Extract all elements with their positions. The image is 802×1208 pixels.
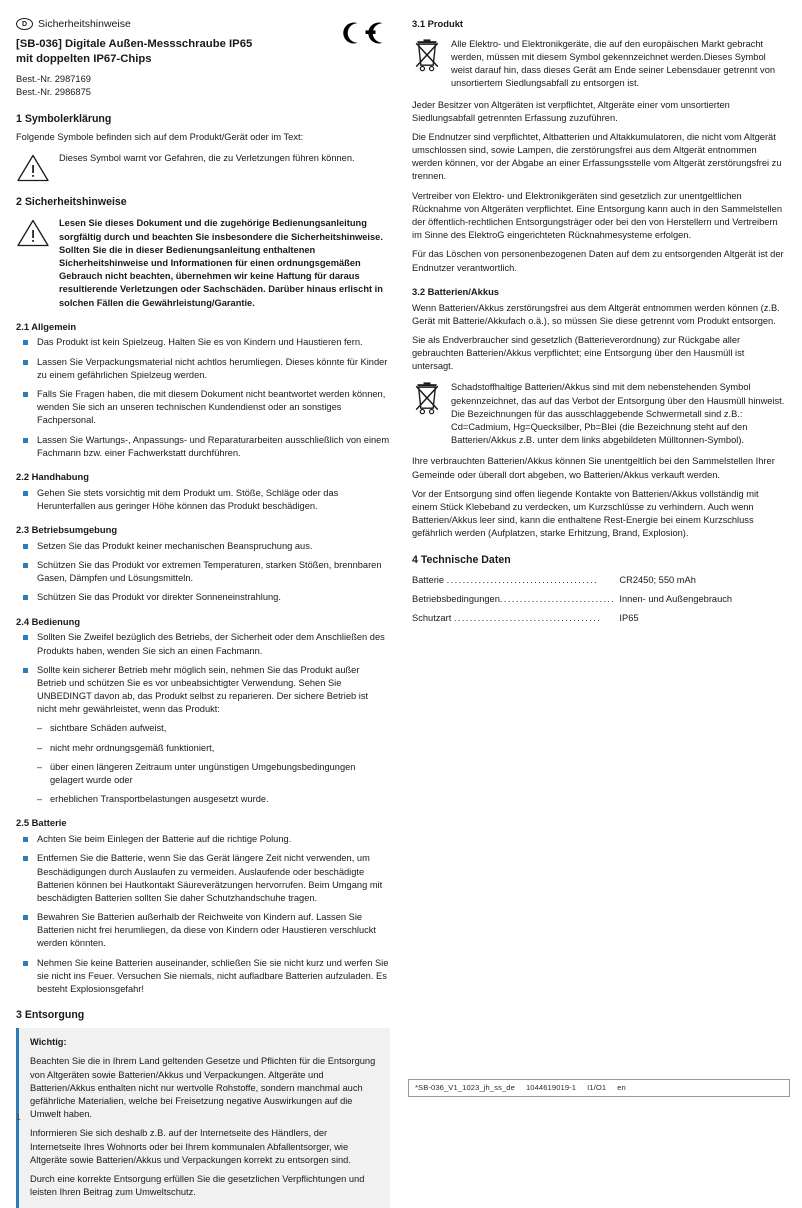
list-item: Setzen Sie das Produkt keiner mechanischen Beanspruchung aus. bbox=[16, 540, 390, 553]
weee-symbol-description: Alle Elektro- und Elektronikgeräte, die auf den europäischen Markt gebracht werden, müssen mit diesem Symbol gekennzeichnet werden.Dieses Symbol weist darauf hin, dass dieses Gerät am Ende seiner Lebensdauer getrennt von unsortiertem Siedlungsabfall zu entsorgen ist. bbox=[451, 38, 776, 89]
warning-symbol-block bbox=[16, 152, 390, 183]
document-code-box bbox=[408, 1079, 790, 1097]
list-handhabung bbox=[16, 487, 390, 513]
two-column-layout bbox=[16, 18, 786, 1208]
dot-leader: ..................................... bbox=[453, 612, 602, 623]
batterien-paragraph: Ihre verbrauchten Batterien/Akkus können Sie unentgeltlich bei den Sammelstellen Ihrer Gemeinde oder überall dort abgeben, wo Batterien/Akkus verkauft werden. bbox=[412, 456, 775, 480]
list-allgemein bbox=[16, 336, 390, 460]
heading-bedienung: 2.4 Bedienung bbox=[16, 615, 81, 627]
country-code-d-icon: D bbox=[16, 18, 33, 30]
tech-key-label: Batterie bbox=[412, 574, 445, 585]
code-number: 1044619019-1 bbox=[525, 1083, 577, 1092]
list-item-text: Sollte kein sicherer Betrieb mehr möglich sein, nehmen Sie das Produkt außer Betrieb und schützen Sie es vor unbeabsichtigter Verwendung. Sehen Sie UNBEDINGT davon ab, das Produkt selbst zu reparieren. Der sichere Betrieb ist nicht mehr gewährleistet, wenn das Produkt: bbox=[37, 664, 369, 715]
safety-warning-block bbox=[16, 217, 390, 309]
list-item: Nehmen Sie keine Batterien auseinander, schließen Sie sie nicht kurz und werfen Sie sie nicht ins Feuer. Versuchen Sie niemals, nicht aufladbare Batterien aufzuladen. Es besteht Explosionsgefahr! bbox=[16, 957, 390, 997]
heading-technische-daten: 4 Technische Daten bbox=[412, 553, 511, 566]
sublist-item: – erheblichen Transportbelastungen ausgesetzt wurde. bbox=[37, 793, 390, 806]
heading-sicherheitshinweise: 2 Sicherheitshinweise bbox=[16, 196, 127, 209]
right-column bbox=[412, 18, 786, 629]
sublist-item: – sichtbare Schäden aufweist, bbox=[37, 722, 390, 735]
tech-value: Innen- und Außengebrauch bbox=[619, 593, 733, 604]
warning-triangle-icon bbox=[16, 217, 50, 248]
list-item: Schützen Sie das Produkt vor direkter Sonneneinstrahlung. bbox=[16, 591, 390, 604]
crossed-out-wheelie-bin-icon bbox=[412, 38, 442, 73]
dot-leader: ...................................... bbox=[446, 574, 598, 585]
list-item: Sollten Sie Zweifel bezüglich des Betriebs, der Sicherheit oder dem Anschließen des Produkts haben, wenden Sie sich an einen Fachmann. bbox=[16, 631, 390, 657]
tech-key bbox=[412, 572, 615, 591]
note-title: Wichtig: bbox=[30, 1037, 67, 1048]
sublist-item: – nicht mehr ordnungsgemäß funktioniert, bbox=[37, 742, 390, 755]
list-item: Gehen Sie stets vorsichtig mit dem Produkt um. Stöße, Schläge oder das Herunterfallen aus geringer Höhe können das Produkt beschädigen. bbox=[16, 487, 390, 513]
list-item: Achten Sie beim Einlegen der Batterie auf die richtige Polung. bbox=[16, 833, 390, 846]
order-number-2: Best.-Nr. 2986875 bbox=[16, 87, 91, 98]
table-row bbox=[412, 572, 786, 591]
note-paragraph: Durch eine korrekte Entsorgung erfüllen Sie die gesetzlichen Verpflichtungen und leisten Ihren Beitrag zum Umweltschutz. bbox=[30, 1173, 365, 1198]
list-item: Schützen Sie das Produkt vor extremen Temperaturen, starken Stößen, brennbaren Gasen, Dämpfen und Lösungsmitteln. bbox=[16, 559, 390, 585]
sublist-item: – über einen längeren Zeitraum unter ungünstigen Umgebungsbedingungen gelagert wurde oder bbox=[37, 761, 390, 787]
tech-value: IP65 bbox=[619, 612, 639, 623]
warning-symbol-description: Dieses Symbol warnt vor Gefahren, die zu Verletzungen führen können. bbox=[59, 153, 355, 164]
list-item: Das Produkt ist kein Spielzeug. Halten Sie es von Kindern und Haustieren fern. bbox=[16, 336, 390, 349]
note-paragraph: Informieren Sie sich deshalb z.B. auf der Internetseite des Händlers, der Internetseite Ihres Wohnorts oder bei Ihrem kommunalen Abfallentsorger, wie Altgeräte sowie Batterien/Akkus und Verpackungen korrekt zu entsorgen sind. bbox=[30, 1128, 351, 1165]
list-item: Lassen Sie Wartungs-, Anpassungs- und Reparaturarbeiten ausschließlich von einem Fachmann bzw. einer Fachwerkstatt durchführen. bbox=[16, 434, 390, 460]
weee-symbol-block bbox=[412, 38, 786, 91]
heading-entsorgung: 3 Entsorgung bbox=[16, 1009, 85, 1022]
heading-allgemein: 2.1 Allgemein bbox=[16, 320, 77, 332]
symbol-intro-text: Folgende Symbole befinden sich auf dem Produkt/Gerät oder im Text: bbox=[16, 131, 304, 142]
order-number-1: Best.-Nr. 2987169 bbox=[16, 73, 91, 84]
document-header bbox=[16, 18, 390, 100]
heading-produkt: 3.1 Produkt bbox=[412, 18, 464, 29]
produkt-paragraph: Vertreiber von Elektro- und Elektronikgeräten sind gesetzlich zur unentgeltlichen Rücknahme von Altgeräten verpflichtet. Eine Entsorgung kann auch in den Sammelstellen der öffentlich-rechtlichen Entsorgungsträger oder bei den von Herstellern und Vertreibern im Sinne des ElektroG eingerichteten Rücknahmesysteme erfolgen. bbox=[412, 190, 783, 241]
tech-key-label: Betriebsbedingungen bbox=[412, 593, 500, 604]
batterien-paragraph: Wenn Batterien/Akkus zerstörungsfrei aus dem Altgerät entnommen werden können (z.B. Gerät mit Batterie/Akkufach o.ä.), so müssen Sie diese getrennt vom Produkt entsorgen. bbox=[412, 302, 780, 326]
tech-value: CR2450; 550 mAh bbox=[619, 574, 696, 585]
produkt-paragraph: Jeder Besitzer von Altgeräten ist verpflichtet, Altgeräte einer vom unsortierten Siedlungsabfall getrennten Erfassung zuzuführen. bbox=[412, 99, 730, 123]
table-row bbox=[412, 591, 786, 610]
ce-mark-icon bbox=[338, 20, 384, 46]
tech-key-label: Schutzart bbox=[412, 612, 452, 623]
heading-handhabung: 2.2 Handhabung bbox=[16, 470, 89, 482]
list-batterie bbox=[16, 833, 390, 996]
heading-betriebsumgebung: 2.3 Betriebsumgebung bbox=[16, 524, 118, 536]
code-io: I1/O1 bbox=[587, 1083, 607, 1092]
safety-warning-text: Lesen Sie dieses Dokument und die zugehörige Bedienungsanleitung sorgfältig durch und beachten Sie insbesondere die Sicherheitshinweise. Sollten Sie die in dieser Bedienungsanleitung enthaltenen Sicherheitshinweise und Informationen für einen ordnungsgemäßen Gebrauch nicht beachten, übernehmen wir keine Haftung für daraus resultierende Verletzungen oder Sachschäden. Darüber hinaus erlischt in solchen Fällen die Gewährleistung/Garantie. bbox=[59, 218, 383, 308]
list-item: Entfernen Sie die Batterie, wenn Sie das Gerät längere Zeit nicht verwenden, um Beschädigungen durch Auslaufen zu vermeiden. Auslaufende oder beschädigte Batterien können bei Hautkontakt Säureverätzungen hervorrufen. Beim Umgang mit beschädigten Batterien sollten Sie daher Schutzhandschuhe tragen. bbox=[16, 852, 390, 905]
title-line-2: mit doppelten IP67-Chips bbox=[16, 52, 152, 65]
crossed-out-wheelie-bin-icon bbox=[412, 381, 442, 416]
heading-symbolerklaerung: 1 Symbolerklärung bbox=[16, 112, 112, 125]
batterien-paragraph: Sie als Endverbraucher sind gesetzlich (Batterieverordnung) zur Rückgabe aller gebrauchten Batterien/Akkus verpflichtet; eine Entsorgung über den Hausmüll ist untersagt. bbox=[412, 334, 745, 372]
document-kind-label: Sicherheitshinweise bbox=[38, 18, 131, 30]
code-language: en bbox=[617, 1083, 626, 1092]
heading-batterie: 2.5 Batterie bbox=[16, 817, 67, 829]
list-bedienung bbox=[16, 631, 390, 806]
battery-weee-symbol-block bbox=[412, 381, 786, 447]
technical-data-table bbox=[412, 572, 786, 629]
dot-leader: ............................. bbox=[499, 593, 616, 604]
note-paragraph: Beachten Sie die in Ihrem Land geltenden Gesetze und Pflichten für die Entsorgung von Altgeräten sowie Batterien/Akkus und Verpackungen. Altgeräte und Batterien/Akkus enthalten nicht nur wertvolle Rohstoffe, sondern manchmal auch gefährliche Materialien, welche bei Freisetzung negative Auswirkungen auf die Umwelt haben. bbox=[30, 1056, 376, 1120]
sublist-bedienung bbox=[37, 722, 390, 806]
language-line bbox=[16, 18, 390, 30]
table-row bbox=[412, 610, 786, 629]
list-item: Falls Sie Fragen haben, die mit diesem Dokument nicht beantwortet werden können, wenden Sie sich an unseren technischen Kundendienst oder an sonstiges Fachpersonal. bbox=[16, 388, 390, 428]
list-item: Bewahren Sie Batterien außerhalb der Reichweite von Kindern auf. Lassen Sie Batterien nicht frei herumliegen, da diese von Kindern oder Haustieren verschluckt werden könnten. bbox=[16, 911, 390, 951]
list-item bbox=[16, 664, 390, 807]
heading-batterien-akkus: 3.2 Batterien/Akkus bbox=[412, 285, 500, 297]
code-document-id: *SB-036_V1_1023_jh_ss_de bbox=[415, 1083, 515, 1092]
battery-weee-symbol-description: Schadstoffhaltige Batterien/Akkus sind mit dem nebenstehenden Symbol gekennzeichnet, das auf das Verbot der Entsorgung über den Hausmüll hinweist. Die Bezeichnungen für das ausschlaggebende Schwermetall sind z.B.: Cd=Cadmium, Hg=Quecksilber, Pb=Blei (die Bezeichnung steht auf den Batterien/Akkus z.B. unter dem links abgebildeten Mülltonnen-Symbol). bbox=[451, 382, 785, 446]
tech-key bbox=[412, 610, 615, 629]
warning-triangle-icon bbox=[16, 152, 50, 183]
important-note-box bbox=[16, 1028, 390, 1208]
produkt-paragraph: Für das Löschen von personenbezogenen Daten auf dem zu entsorgenden Altgerät ist der Endnutzer verantwortlich. bbox=[412, 249, 784, 273]
list-item: Lassen Sie Verpackungsmaterial nicht achtlos herumliegen. Dieses könnte für Kinder zu einem gefährlichen Spielzeug werden. bbox=[16, 356, 390, 382]
list-betriebsumgebung bbox=[16, 540, 390, 605]
batterien-paragraph: Vor der Entsorgung sind offen liegende Kontakte von Batterien/Akkus vollständig mit einem Stück Klebeband zu verdecken, um Kurzschlüsse zu verhindern. Auch wenn Batterien/Akkus leer sind, kann die enthaltene Rest-Energie bei einem Kurzschluss gefährlich werden (Aufplatzen, starke Erhitzung, Brand, Explosion). bbox=[412, 488, 759, 539]
left-column bbox=[16, 18, 390, 1208]
page-title bbox=[16, 37, 390, 67]
tech-key bbox=[412, 591, 615, 610]
produkt-paragraph: Die Endnutzer sind verpflichtet, Altbatterien und Altakkumulatoren, die nicht vom Altgerät umschlossen sind, sowie Lampen, die zerstörungsfrei aus dem Altgerät entnommen werden können, vor der Abgabe an einer Erfassungsstelle vom Altgerät zerstörungsfrei zu trennen. bbox=[412, 131, 782, 182]
title-line-1: [SB-036] Digitale Außen-Messschraube IP65 bbox=[16, 38, 253, 50]
page-number: 1 bbox=[16, 1112, 21, 1122]
